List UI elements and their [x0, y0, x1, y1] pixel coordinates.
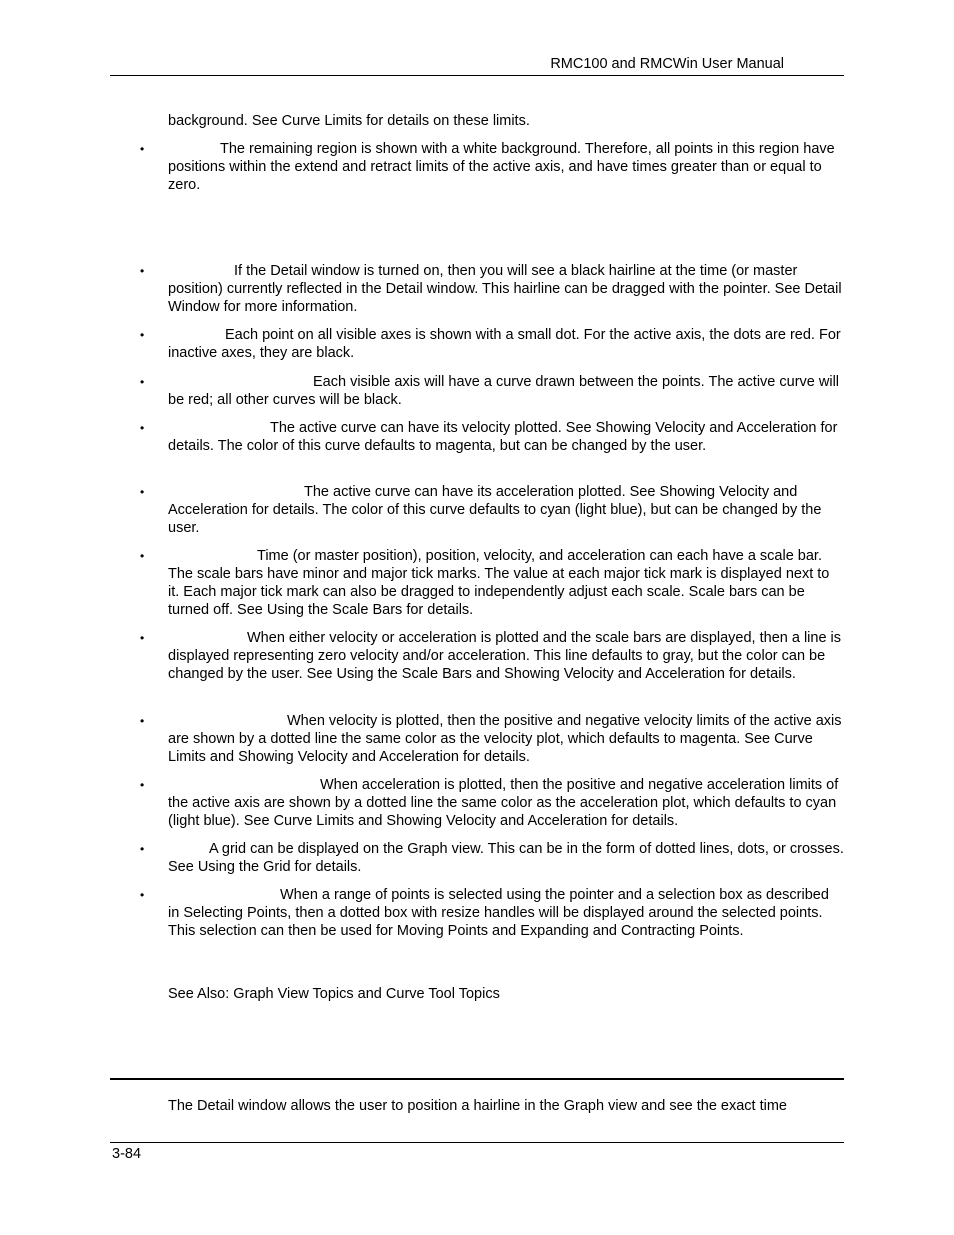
- bullet-marker: •: [140, 842, 145, 856]
- list-item-curves: Each visible axis will have a curve drawn between the points. The active curve will be red; all other curves will be black.: [168, 374, 840, 408]
- region-item: The remaining region is shown with a white background. Therefore, all points in this region have positions within the extend and retract limits of the active axis, and have times greater than or equal to zero.: [168, 141, 835, 193]
- bullet-marker: •: [140, 778, 145, 792]
- bullet-marker: •: [140, 375, 145, 389]
- page-number: 3-84: [112, 1146, 142, 1162]
- list-item-acceleration-limits: When acceleration is plotted, then the positive and negative acceleration limits of the active axis are shown by a dotted line the same color as the acceleration plot, which defaults to cyan (light blue). See Curve Limits and Showing Velocity and Acceleration for details.: [168, 777, 839, 829]
- detail-window-intro: The Detail window allows the user to position a hairline in the Graph view and see the exact time: [168, 1098, 787, 1114]
- list-item-zero-line: When either velocity or acceleration is plotted and the scale bars are displayed, then a line is displayed representing zero velocity and/or acceleration. This line defaults to gray, but the color can be changed by the user. See Using the Scale Bars and Showing Velocity and Acceleration for details.: [168, 630, 842, 682]
- list-item-velocity-curve: The active curve can have its velocity plotted. See Showing Velocity and Acceleration for details. The color of this curve defaults to magenta, but can be changed by the user.: [168, 420, 838, 454]
- list-item-acceleration-curve: The active curve can have its acceleration plotted. See Showing Velocity and Acceleration for details. The color of this curve defaults to cyan (light blue), but can be changed by the user.: [168, 484, 822, 536]
- list-item-velocity-limits: When velocity is plotted, then the positive and negative velocity limits of the active axis are shown by a dotted line the same color as the velocity plot, which defaults to magenta. See Curve Limits and Showing Velocity and Acceleration for details.: [168, 713, 842, 765]
- bullet-marker: •: [140, 485, 145, 499]
- intro-continuation: background. See Curve Limits for details on these limits.: [168, 113, 530, 129]
- list-item-grid: A grid can be displayed on the Graph view. This can be in the form of dotted lines, dots, or crosses. See Using the Grid for details.: [168, 841, 844, 875]
- bullet-marker: •: [140, 421, 145, 435]
- list-item-points: Each point on all visible axes is shown with a small dot. For the active axis, the dots are red. For inactive axes, they are black.: [168, 327, 841, 361]
- bullet-marker: •: [140, 888, 145, 902]
- running-header: RMC100 and RMCWin User Manual: [550, 56, 784, 72]
- section-rule: [110, 1078, 844, 1080]
- list-item-detail-hairline: If the Detail window is turned on, then you will see a black hairline at the time (or master position) currently reflected in the Detail window. This hairline can be dragged with the pointer. See Detail Window for more information.: [168, 263, 842, 315]
- list-item-scale-bars: Time (or master position), position, velocity, and acceleration can each have a scale bar. The scale bars have minor and major tick marks. The value at each major tick mark is displayed next to it. Each major tick mark can also be dragged to independently adjust each scale. Scale bars can be turned off. See Using the Scale Bars for details.: [168, 548, 830, 618]
- bullet-marker: •: [140, 631, 145, 645]
- bullet-marker: •: [140, 328, 145, 342]
- bullet-marker: •: [140, 142, 145, 156]
- header-rule: [110, 75, 844, 76]
- list-item-selection: When a range of points is selected using the pointer and a selection box as described in Selecting Points, then a dotted box with resize handles will be displayed around the selected points. This selection can then be used for Moving Points and Expanding and Contracting Points.: [168, 887, 829, 939]
- bullet-marker: •: [140, 549, 145, 563]
- footer-rule: [110, 1142, 844, 1143]
- see-also-links[interactable]: See Also: Graph View Topics and Curve Tool Topics: [168, 986, 500, 1002]
- bullet-marker: •: [140, 714, 145, 728]
- bullet-marker: •: [140, 264, 145, 278]
